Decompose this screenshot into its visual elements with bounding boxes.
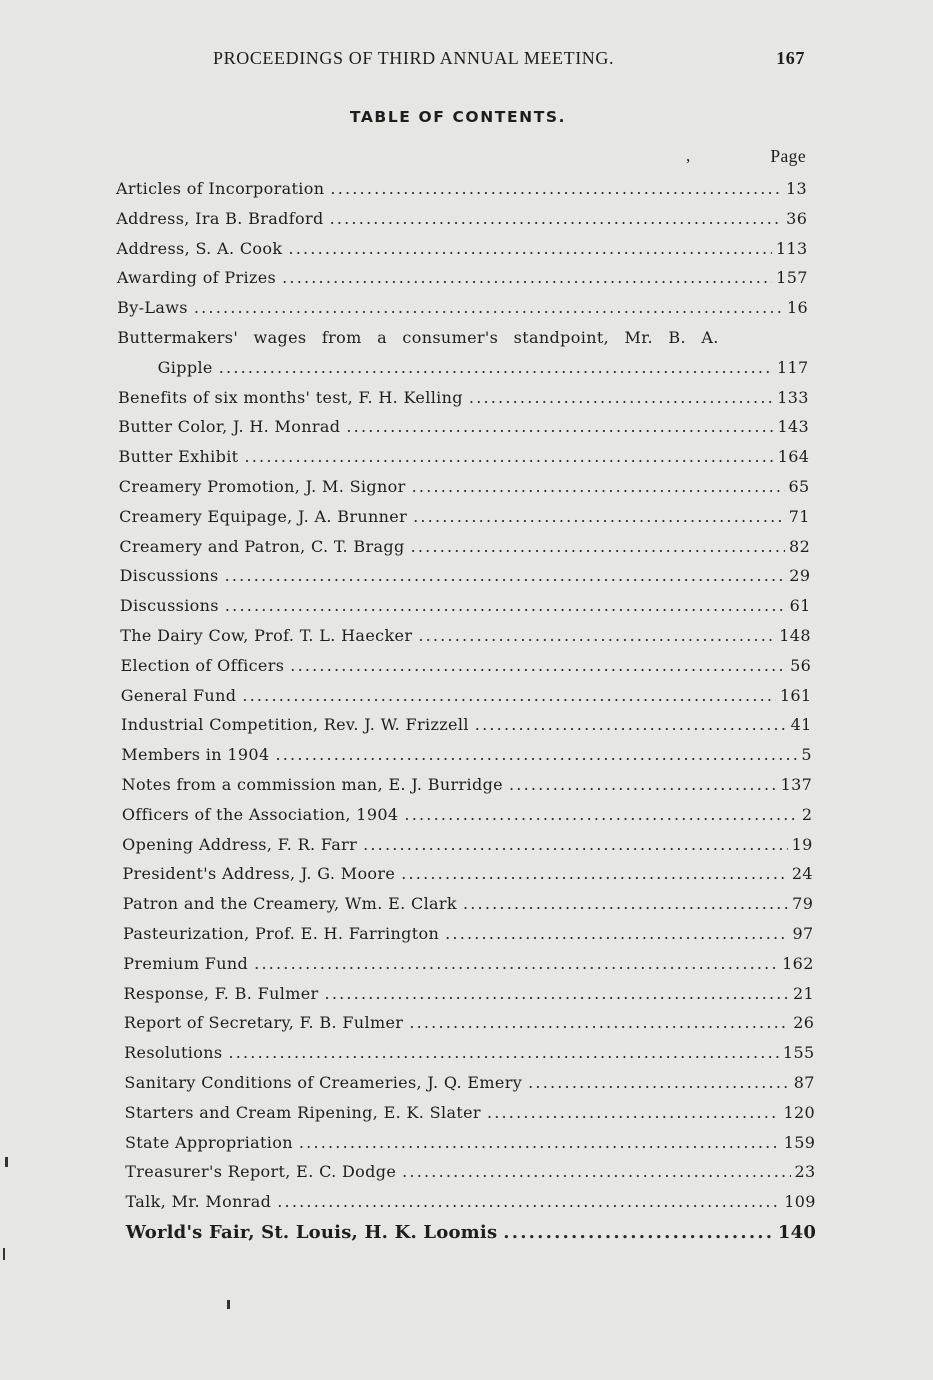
page-column-label: Page [770, 146, 806, 166]
entry-title: Report of Secretary, F. B. Fulmer [123, 1013, 404, 1033]
toc-entry [117, 268, 808, 287]
toc-entry [119, 477, 810, 496]
entry-page-number: 164 [777, 447, 810, 467]
entry-title: Gipple [157, 357, 213, 377]
entry-page-number: 143 [777, 417, 810, 437]
toc-entry [123, 924, 814, 943]
dot-leader [299, 1133, 780, 1152]
entry-page-number: 13 [785, 179, 807, 198]
toc-entry [117, 328, 808, 347]
dot-leader [401, 864, 788, 883]
toc-entry [120, 596, 811, 615]
entry-page-number: 61 [789, 596, 811, 616]
entry-page-number: 82 [789, 536, 811, 556]
entry-title: Premium Fund [123, 953, 249, 973]
dot-leader [363, 835, 788, 854]
dot-leader [487, 1103, 780, 1122]
dot-leader [330, 209, 783, 228]
entry-title: Election of Officers [120, 655, 285, 675]
toc-entry [118, 417, 809, 436]
dot-leader [330, 179, 782, 198]
entry-title: General Fund [120, 685, 237, 705]
dot-leader [411, 537, 785, 556]
scan-speck [227, 1300, 230, 1309]
toc-entry [119, 537, 810, 556]
entry-title: Talk, Mr. Monrad [125, 1192, 272, 1212]
entry-page-number: 155 [782, 1043, 815, 1063]
entry-page-number: 87 [793, 1073, 815, 1092]
dot-leader [194, 298, 783, 317]
toc-entry [119, 507, 810, 526]
toc-entry [121, 715, 812, 734]
entry-title: President's Address, J. G. Moore [122, 864, 396, 884]
entry-page-number: 23 [794, 1162, 816, 1182]
dot-leader [404, 805, 798, 824]
entry-page-number: 120 [783, 1102, 816, 1122]
toc-entry [158, 358, 809, 377]
entry-title: Butter Exhibit [118, 447, 239, 467]
entry-page-number: 162 [782, 953, 814, 973]
dot-leader [244, 447, 773, 466]
toc-entry [123, 894, 814, 913]
dot-leader [509, 775, 777, 794]
dot-leader [290, 656, 786, 675]
toc-entry [124, 1043, 814, 1062]
toc-entry [116, 179, 807, 198]
dot-leader [282, 268, 772, 287]
dot-leader [228, 1043, 778, 1062]
entry-page-number: 36 [786, 208, 808, 228]
toc-entry [122, 775, 813, 794]
entry-title: The Dairy Cow, Prof. T. L. Haecker [120, 626, 413, 645]
entry-page-number: 137 [780, 775, 813, 794]
toc-entry [126, 1222, 816, 1243]
entry-title: Notes from a commission man, E. J. Burridge [121, 775, 503, 794]
entry-page-number: 16 [786, 298, 809, 318]
entry-title: State Appropriation [124, 1132, 293, 1152]
toc-heading: TABLE OF CONTENTS. [349, 108, 567, 126]
entry-title: Creamery Equipage, J. A. Brunner [119, 506, 408, 526]
entry-title: Sanitary Conditions of Creameries, J. Q. Emery [124, 1073, 523, 1092]
dot-leader [346, 417, 773, 436]
dot-leader [475, 715, 787, 734]
entry-page-number: 21 [792, 983, 814, 1003]
dot-leader [413, 507, 785, 526]
entry-page-number: 117 [776, 357, 809, 377]
toc-entry [117, 239, 808, 258]
entry-page-number: 41 [790, 715, 812, 735]
toc-entry [122, 864, 813, 883]
entry-title: Creamery Promotion, J. M. Signor [118, 477, 406, 496]
entry-page-number: 97 [792, 924, 814, 943]
entry-title: Starters and Cream Ripening, E. K. Slater [124, 1102, 481, 1122]
dot-leader [242, 686, 775, 705]
toc-entry [125, 1103, 815, 1122]
toc-entry [124, 1013, 814, 1032]
entry-page-number: 133 [777, 387, 809, 407]
entry-title: Industrial Competition, Rev. J. W. Frizzell [121, 715, 469, 735]
dot-leader [277, 1192, 780, 1211]
toc-entry [125, 1133, 815, 1152]
entry-page-number: 161 [779, 685, 812, 705]
entry-title: Resolutions [124, 1043, 223, 1063]
entry-page-number: 159 [783, 1132, 816, 1152]
toc-entry [117, 298, 808, 317]
entry-page-number: 2 [801, 804, 813, 824]
entry-page-number: 5 [801, 745, 812, 765]
toc-entry [120, 656, 811, 675]
entry-title: Awarding of Prizes [116, 268, 277, 288]
entry-title: Treasurer's Report, E. C. Dodge [125, 1162, 397, 1182]
dot-leader [275, 745, 797, 764]
toc-entry [116, 209, 807, 228]
dot-leader [325, 984, 789, 1003]
toc-entry [120, 626, 811, 645]
dot-leader [219, 358, 773, 377]
entry-title: Buttermakers' wages from a consumer's standpoint, Mr. B. A. [117, 328, 719, 347]
entry-page-number: 26 [793, 1013, 815, 1033]
toc-entry [124, 1073, 814, 1092]
dot-leader [225, 566, 786, 585]
entry-title: Butter Color, J. H. Monrad [118, 417, 341, 437]
entry-title: Address, S. A. Cook [116, 238, 283, 258]
toc-entry [125, 1162, 815, 1181]
entry-title: Creamery and Patron, C. T. Bragg [119, 536, 405, 556]
dot-leader [463, 894, 788, 913]
dot-leader [412, 477, 785, 496]
running-title: PROCEEDINGS OF THIRD ANNUAL MEETING. [213, 48, 615, 68]
entry-page-number: 65 [788, 477, 810, 496]
entry-page-number: 148 [779, 626, 811, 645]
running-header [205, 48, 805, 72]
entry-page-number: 113 [775, 238, 808, 258]
dot-leader [418, 626, 775, 645]
entry-title: Discussions [119, 596, 219, 616]
entry-title: Benefits of six months' test, F. H. Kelling [117, 387, 463, 407]
scan-speck [3, 1248, 5, 1260]
dot-leader [528, 1073, 790, 1092]
entry-title: Response, F. B. Fulmer [123, 983, 319, 1003]
toc-entry [121, 745, 812, 764]
dot-leader [254, 954, 778, 973]
entry-page-number: 19 [791, 834, 813, 854]
stray-comma-mark: , [686, 146, 691, 165]
entry-page-number: 71 [788, 506, 810, 526]
toc-entry [119, 447, 810, 466]
dot-leader [288, 239, 771, 258]
toc-entry [124, 984, 814, 1003]
dot-leader [445, 924, 788, 943]
entry-title: Address, Ira B. Bradford [116, 208, 324, 228]
entry-title: Articles of Incorporation [116, 179, 325, 198]
entry-page-number: 140 [777, 1222, 817, 1243]
entry-title: Pasteurization, Prof. E. H. Farrington [123, 924, 440, 943]
entry-title: Officers of the Association, 1904 [121, 804, 399, 824]
toc-entry [126, 1192, 816, 1211]
page-number: 167 [776, 48, 805, 68]
entry-title: Opening Address, F. R. Farr [122, 834, 358, 854]
toc-entry [122, 835, 813, 854]
dot-leader [469, 388, 773, 407]
entry-title: Discussions [119, 566, 219, 586]
dot-leader [225, 596, 786, 615]
entry-page-number: 109 [784, 1192, 816, 1212]
dot-leader [402, 1162, 790, 1181]
entry-title: Members in 1904 [121, 745, 270, 765]
entry-title: World's Fair, St. Louis, H. K. Loomis [125, 1222, 498, 1243]
entry-page-number: 29 [789, 566, 811, 586]
entry-page-number: 79 [792, 894, 814, 914]
entry-title: Patron and the Creamery, Wm. E. Clark [122, 894, 457, 914]
dot-leader [409, 1013, 789, 1032]
entry-page-number: 56 [790, 655, 812, 675]
toc-entry [118, 388, 809, 407]
dot-leader [503, 1222, 774, 1243]
entry-title: By-Laws [117, 298, 188, 318]
entry-page-number: 24 [791, 864, 813, 884]
entry-page-number: 157 [776, 268, 808, 288]
toc-entry [121, 686, 812, 705]
toc-entry [120, 566, 811, 585]
toc-entry [122, 805, 813, 824]
toc-entry [123, 954, 813, 973]
scan-speck [5, 1157, 8, 1167]
